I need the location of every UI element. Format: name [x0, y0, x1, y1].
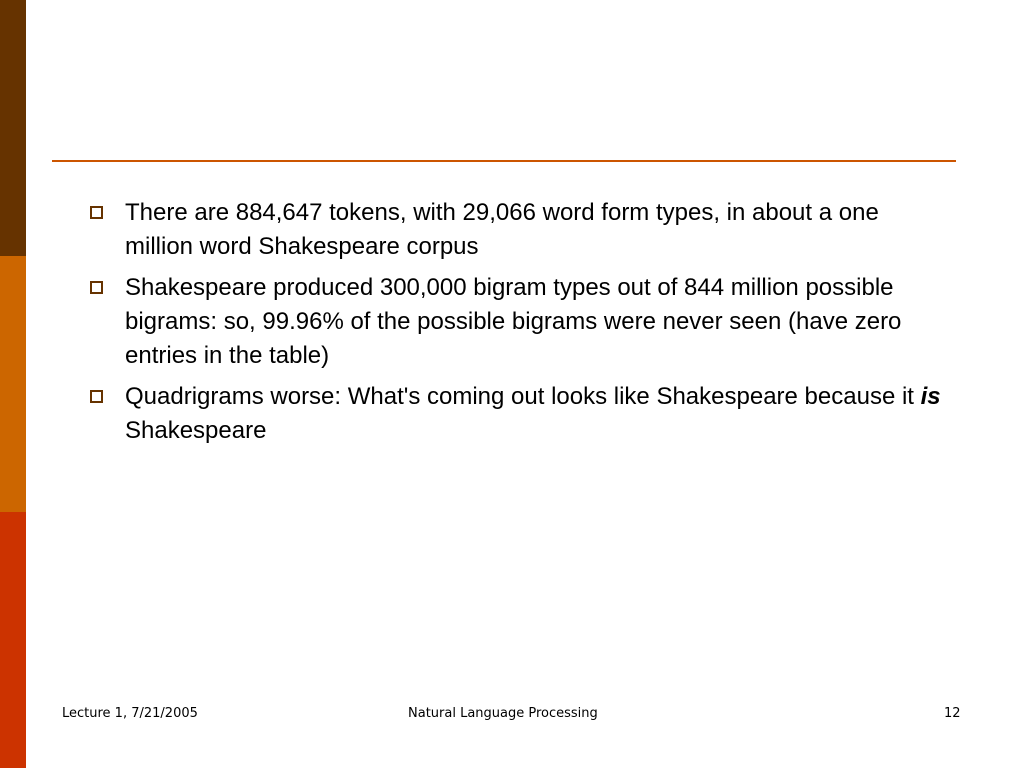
bullet-text-before: Quadrigrams worse: What's coming out looks like Shakespeare because it	[125, 383, 921, 410]
accent-stripe-middle	[0, 256, 26, 512]
accent-stripe-bottom	[0, 512, 26, 768]
bullet-text: Shakespeare produced 300,000 bigram types out of 844 million possible bigrams: so, 99.96% of the possible bigrams were never seen (have zero entries in the table)	[125, 274, 902, 369]
footer-lecture-date: Lecture 1, 7/21/2005	[62, 706, 198, 721]
footer-course-title: Natural Language Processing	[408, 706, 598, 721]
bullet-text	[125, 383, 941, 444]
bullet-emphasis: is	[920, 383, 941, 410]
footer-page-number: 12	[944, 706, 961, 721]
square-bullet-icon	[90, 206, 103, 219]
square-bullet-icon	[90, 390, 103, 403]
bullet-item	[90, 196, 950, 264]
bullet-item	[90, 380, 950, 448]
accent-stripe-top	[0, 0, 26, 256]
square-bullet-icon	[90, 281, 103, 294]
bullet-text: There are 884,647 tokens, with 29,066 word form types, in about a one million word Shakespeare corpus	[125, 199, 879, 260]
bullet-item	[90, 271, 950, 373]
bullet-text-after: Shakespeare	[125, 417, 267, 444]
bullet-list	[90, 196, 950, 455]
title-divider	[52, 160, 956, 162]
